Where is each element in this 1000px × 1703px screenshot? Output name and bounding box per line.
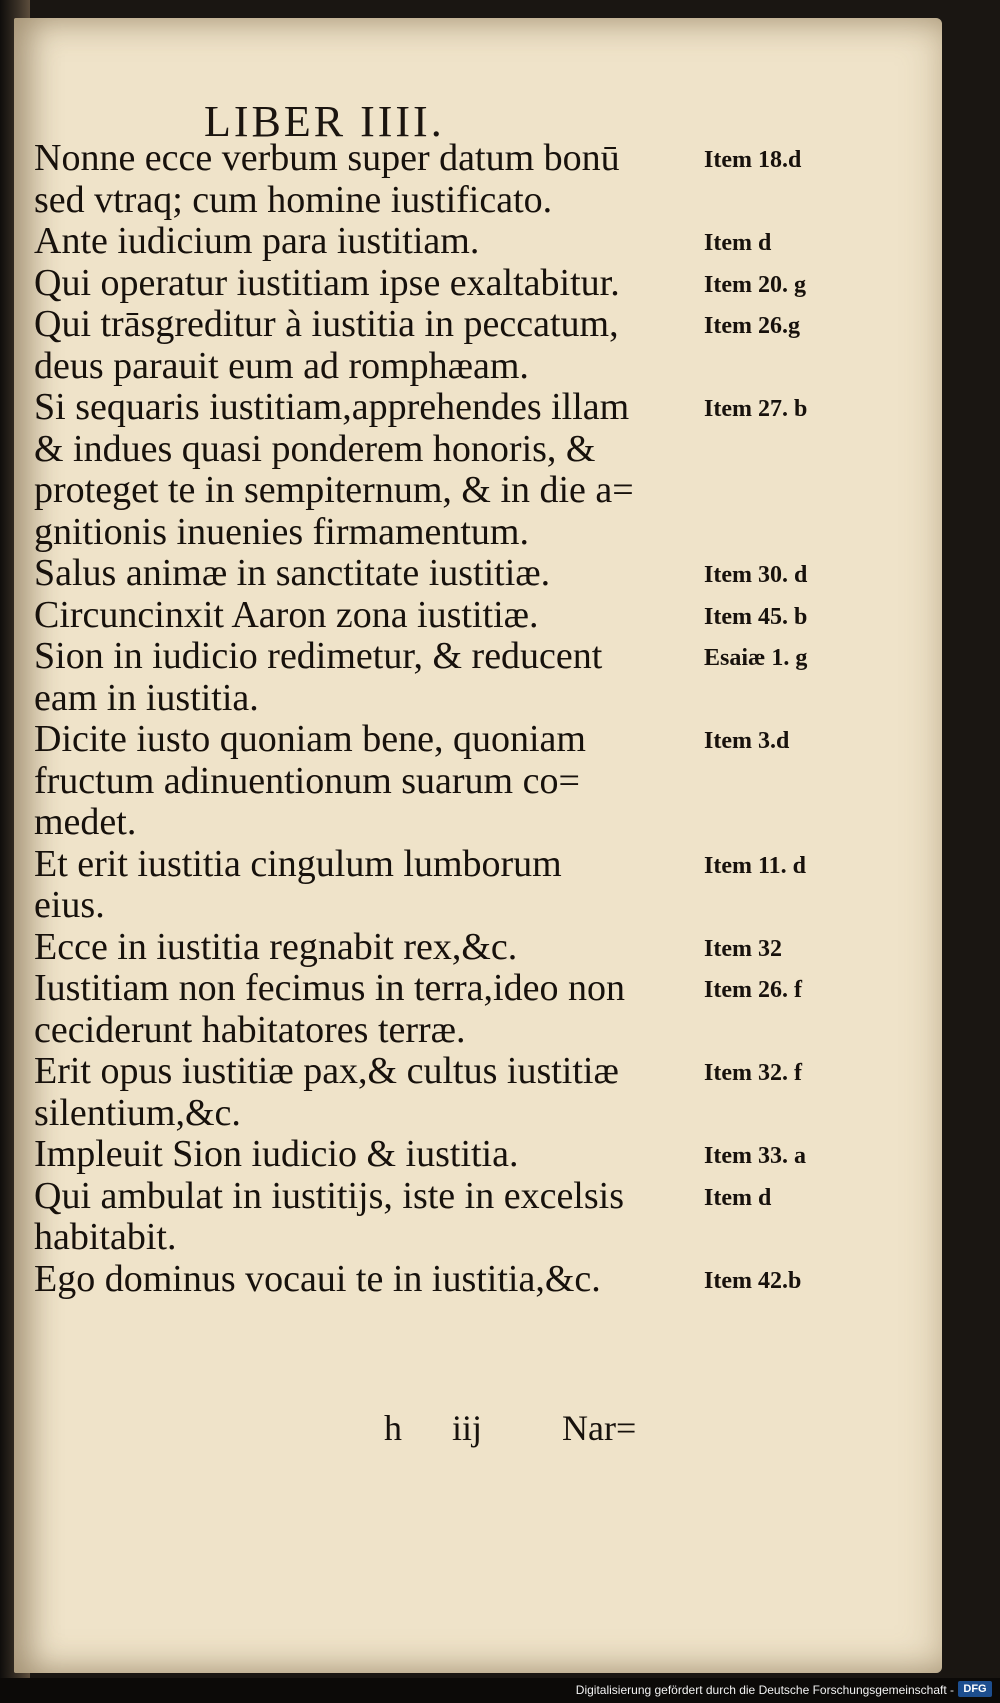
text-line: Salus animæ in sanctitate iustitiæ. — [34, 552, 551, 594]
text-line: Ante iudicium para iustitiam. — [34, 220, 480, 262]
margin-reference: Item 26.g — [704, 313, 800, 339]
margin-reference: Esaiæ 1. g — [704, 645, 808, 671]
page-text-block — [14, 18, 942, 1673]
text-line: fructum adinuentionum suarum co= — [34, 760, 580, 802]
text-line: Circuncinxit Aaron zona iustitiæ. — [34, 594, 539, 636]
text-line: Impleuit Sion iudicio & iustitia. — [34, 1133, 519, 1175]
text-line: gnitionis inuenies firmamentum. — [34, 511, 529, 553]
margin-reference: Item 42.b — [704, 1268, 802, 1294]
digitization-credit: Digitalisierung gefördert durch die Deutsche Forschungsgemeinschaft - — [575, 1683, 954, 1697]
margin-reference: Item 26. f — [704, 977, 802, 1003]
margin-reference: Item 18.d — [704, 147, 802, 173]
margin-reference: Item d — [704, 230, 772, 256]
margin-reference: Item 11. d — [704, 853, 806, 879]
signature-mark: h — [384, 1408, 402, 1448]
text-line: & indues quasi ponderem honoris, & — [34, 428, 596, 470]
text-line: Nonne ecce verbum super datum bonū — [34, 137, 620, 179]
text-line: medet. — [34, 801, 137, 843]
signature-number: iij — [452, 1408, 483, 1448]
text-line: Qui ambulat in iustitijs, iste in excelsis — [34, 1175, 625, 1217]
text-line: ceciderunt habitatores terræ. — [34, 1009, 466, 1051]
text-line: Qui operatur iustitiam ipse exaltabitur. — [34, 262, 620, 304]
text-line: Iustitiam non fecimus in terra,ideo non — [34, 967, 625, 1009]
text-line: Erit opus iustitiæ pax,& cultus iustitiæ — [34, 1050, 619, 1092]
dfg-logo: DFG — [958, 1681, 992, 1697]
text-line: proteget te in sempiternum, & in die a= — [34, 469, 634, 511]
book-page — [14, 18, 942, 1673]
margin-reference: Item d — [704, 1185, 772, 1211]
margin-reference: Item 32 — [704, 936, 782, 962]
margin-reference: Item 30. d — [704, 562, 808, 588]
margin-reference: Item 27. b — [704, 396, 808, 422]
margin-reference: Item 3.d — [704, 728, 790, 754]
text-line: Ecce in iustitia regnabit rex,&c. — [34, 926, 518, 968]
running-head: LIBER IIII. — [204, 97, 445, 146]
margin-reference: Item 33. a — [704, 1143, 806, 1169]
text-line: Dicite iusto quoniam bene, quoniam — [34, 718, 586, 760]
text-line: silentium,&c. — [34, 1092, 241, 1134]
text-line: sed vtraq; cum homine iustificato. — [34, 179, 553, 221]
text-line: Qui trāsgreditur à iustitia in peccatum, — [34, 303, 619, 345]
text-line: habitabit. — [34, 1216, 177, 1258]
text-line: Si sequaris iustitiam,apprehendes illam — [34, 386, 630, 428]
margin-reference: Item 45. b — [704, 604, 808, 630]
text-line: Et erit iustitia cingulum lumborum — [34, 843, 562, 885]
text-line: deus parauit eum ad romphæam. — [34, 345, 529, 387]
margin-reference: Item 32. f — [704, 1060, 802, 1086]
text-line: eius. — [34, 884, 105, 926]
text-line: Ego dominus vocaui te in iustitia,&c. — [34, 1258, 601, 1300]
margin-reference: Item 20. g — [704, 272, 806, 298]
text-line: Sion in iudicio redimetur, & reducent — [34, 635, 603, 677]
catchword: Nar= — [562, 1408, 637, 1448]
text-line: eam in iustitia. — [34, 677, 259, 719]
